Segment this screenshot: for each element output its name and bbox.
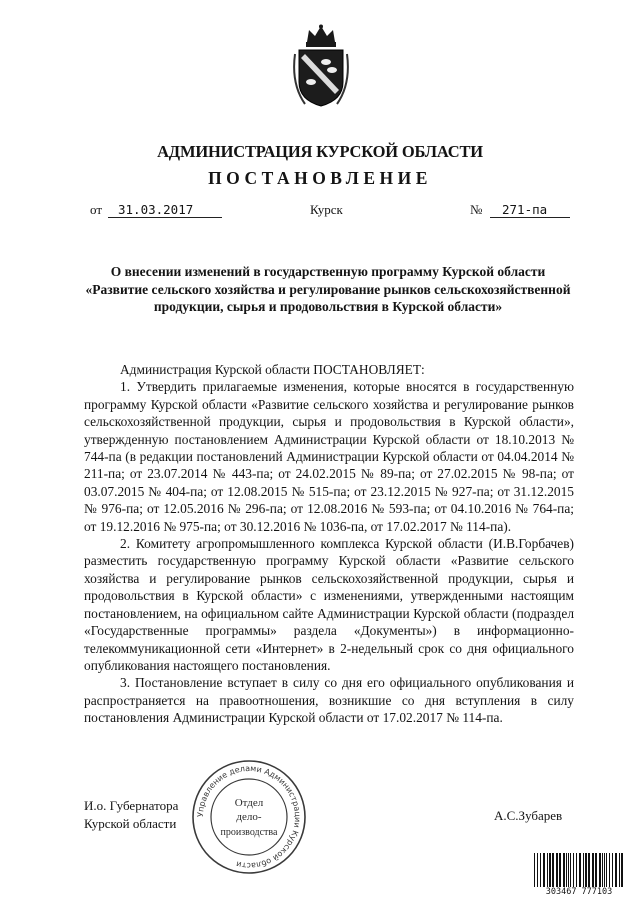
document-city: Курск: [310, 202, 343, 217]
signatory-position-line-2: Курской области: [84, 816, 177, 831]
document-date: 31.03.2017: [108, 202, 222, 218]
barcode-bar: [609, 853, 610, 887]
signatory-position-line-1: И.о. Губернатора: [84, 798, 179, 813]
barcode-bar: [566, 853, 567, 887]
barcode-bar: [604, 853, 605, 887]
barcode-bar: [543, 853, 545, 887]
body-item-1: 1. Утвердить прилагаемые изменения, которые вносятся в государственную программу Курской области «Развитие сельского хозяйства и регулирование рынков сельскохозяйственной продукции, сырья и продовольствия в Курской области», утвержденную постановлением Администрации Курской области от 18.10.2013 № 744-па (в редакции постановлений Администрации Курской области от 04.04.2014 № 211-па; от 23.07.2014 № 443-па; от 24.02.2015 № 89-па; от 27.02.2015 № 98-па; от 03.07.2015 № 404-па; от 12.08.2015 № 515-па; от 23.12.2015 № 927-па; от 31.12.2015 № 976-па; от 12.05.2016 № 296-па; от 12.08.2016 № 593-па; от 04.10.2016 № 764-па; от 19.12.2016 № 975-па; от 30.12.2016 № 1036-па, от 17.02.2017 № 114-па).: [84, 379, 574, 534]
stamp-center-line-1: Отдел: [234, 797, 264, 809]
barcode-bar: [585, 853, 587, 887]
document-number: 271-па: [490, 202, 570, 218]
date-prefix-label: от: [90, 202, 103, 217]
barcode-bar: [559, 853, 561, 887]
document-meta-row: [0, 202, 640, 222]
kursk-coat-of-arms-icon: [291, 24, 351, 108]
body-item-2: 2. Комитету агропромышленного комплекса Курской области (И.В.Горбачев) разместить государственную программу Курской области «Развитие сельского хозяйства и регулирование рынков сельскохозяйственной продукции, сырья и продовольствия в Курской области» с изменениями, утвержденными настоящим постановлением, на официальном сайте Администрации Курской области (подраздел «Государственные программы» раздела «Документы») в информационно-телекоммуникационной сети «Интернет» в 2-недельный срок со дня официального опубликования настоящего постановления.: [84, 536, 574, 673]
stamp-center-line-2: дело-: [236, 811, 262, 823]
barcode-bar: [606, 853, 607, 887]
barcode-bar: [621, 853, 623, 887]
barcode-bar: [573, 853, 574, 887]
barcode-bar: [540, 853, 541, 887]
barcode-bar: [570, 853, 571, 887]
official-stamp: [190, 758, 308, 876]
stamp-center-line-3: производства: [220, 827, 278, 838]
barcode-bar: [568, 853, 569, 887]
barcode-bar: [547, 853, 548, 887]
barcode-bar: [612, 853, 613, 887]
signatory-name: А.С.Зубарев: [494, 808, 563, 823]
barcode-bar: [556, 853, 558, 887]
barcode-bar: [563, 853, 565, 887]
barcode-bar: [615, 853, 617, 887]
barcode-bar: [595, 853, 597, 887]
barcode-bar: [576, 853, 577, 887]
barcode-bar: [599, 853, 601, 887]
document-body: [84, 361, 574, 727]
barcode-bar: [579, 853, 581, 887]
document-title: О внесении изменений в государственную программу Курской области «Развитие сельского хозяйства и регулирование рынков сельскохозяйственной продукции, сырья и продовольствия в Курской области»: [85, 264, 571, 314]
number-sign-label: №: [470, 202, 483, 217]
barcode-bar: [549, 853, 551, 887]
body-item-3: 3. Постановление вступает в силу со дня его официального опубликования и распространяется на правоотношения, возникшие со дня вступления в силу постановления Администрации Курской области от 17.02.2017 № 114-па.: [84, 675, 574, 726]
stamp-ring-text: Управление делами Администрации Курской области: [195, 763, 303, 871]
authority-heading: АДМИНИСТРАЦИЯ КУРСКОЙ ОБЛАСТИ: [157, 142, 483, 161]
barcode-bar: [619, 853, 620, 887]
body-intro-paragraph: Администрация Курской области ПОСТАНОВЛЯЕТ:: [120, 362, 425, 377]
barcode-bar: [583, 853, 584, 887]
barcode-bar: [552, 853, 554, 887]
barcode-bar: [534, 853, 535, 887]
document-type-heading: ПОСТАНОВЛЕНИЕ: [208, 168, 432, 188]
barcode: [532, 853, 626, 897]
signatory-position: [84, 797, 178, 833]
barcode-number: 303467 777103: [532, 887, 626, 897]
barcode-bars: [532, 853, 626, 887]
barcode-bar: [537, 853, 538, 887]
barcode-bar: [588, 853, 590, 887]
barcode-bar: [602, 853, 603, 887]
barcode-bar: [592, 853, 594, 887]
